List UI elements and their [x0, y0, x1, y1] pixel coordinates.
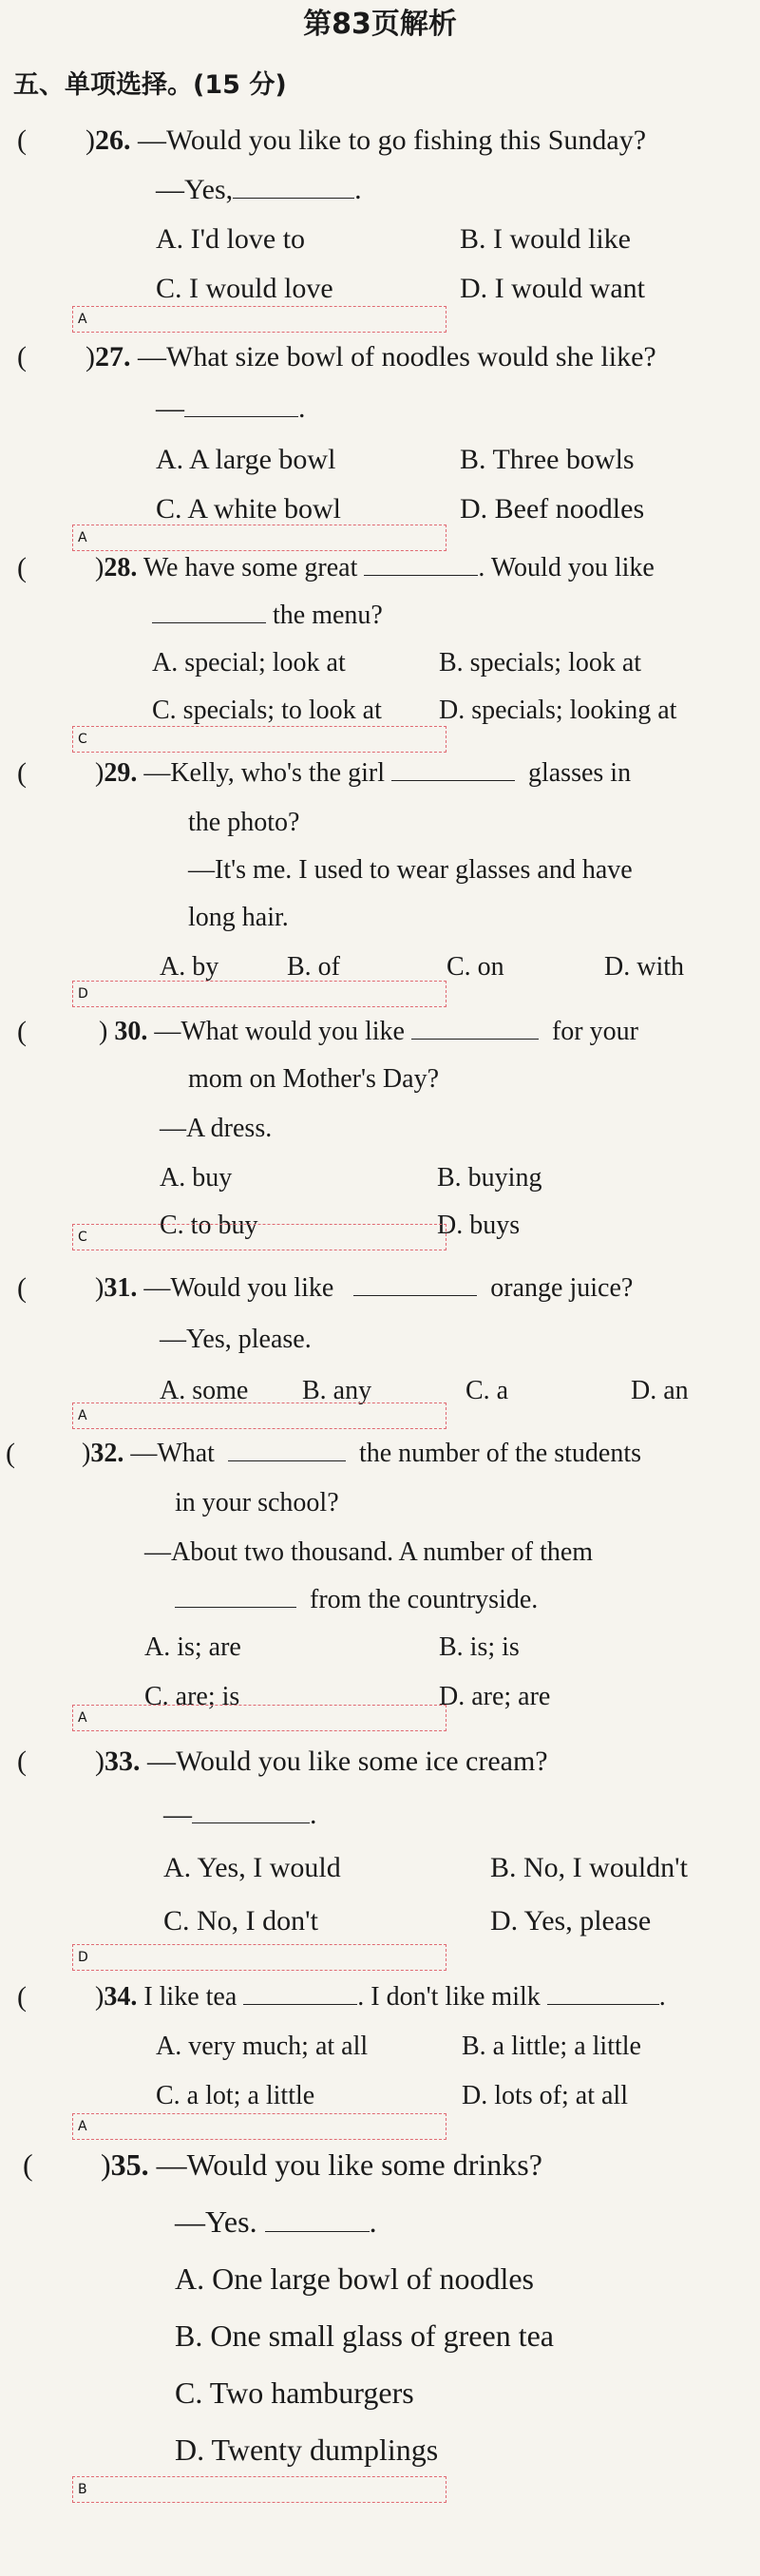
option-a: A. Yes, I would	[163, 1852, 341, 1883]
answer-box	[72, 1224, 446, 1250]
answer-blank	[265, 2206, 370, 2232]
answer-text: C	[78, 1230, 87, 1245]
question-stem-line: mom on Mother's Day?	[188, 1064, 440, 1094]
answer-text: A	[78, 1710, 87, 1726]
option-c: C. a	[466, 1376, 509, 1405]
option-b: B. any	[302, 1376, 372, 1405]
option-d: D. Twenty dumplings	[175, 2433, 439, 2467]
option-b: B. buying	[437, 1163, 542, 1193]
option-a: A. I'd love to	[156, 223, 306, 255]
answer-blank	[353, 1270, 477, 1296]
answer-box	[72, 726, 446, 753]
option-c: C. No, I don't	[163, 1905, 318, 1937]
option-d: D. lots of; at all	[462, 2081, 628, 2110]
answer-text: A	[78, 1408, 87, 1423]
question-number: 31.	[104, 1273, 138, 1303]
answer-box	[72, 981, 446, 1007]
option-d: D. I would want	[460, 273, 645, 304]
question-stem: )32. —What the number of the students	[82, 1435, 641, 1473]
question-stem-line: in your school?	[175, 1488, 339, 1517]
question-number: 34.	[104, 1982, 138, 2012]
question-number: 32.	[90, 1439, 124, 1468]
question-number: 26.	[95, 124, 131, 156]
answer-box	[72, 1402, 446, 1429]
page-title: 第83页解析	[303, 8, 457, 41]
question-number: 35.	[110, 2147, 149, 2182]
question-stem: )29. —Kelly, who's the girl glasses in	[95, 754, 631, 792]
answer-box	[72, 1705, 446, 1731]
option-a: A. some	[160, 1376, 249, 1405]
answer-blank	[152, 598, 266, 623]
answer-blank	[233, 173, 354, 199]
option-b: B. No, I wouldn't	[490, 1852, 688, 1883]
question-stem-line: long hair.	[188, 903, 289, 932]
question-stem-line: —It's me. I used to wear glasses and have	[188, 855, 633, 885]
paren-open: (	[17, 124, 27, 156]
answer-blank	[175, 1582, 296, 1608]
question-stem: ) 30. —What would you like for your	[99, 1013, 638, 1051]
paren-open: (	[17, 757, 27, 789]
question-stem-line: —Yes, please.	[160, 1325, 312, 1354]
option-a: A. is; are	[144, 1632, 241, 1662]
question-stem-line: —A dress.	[160, 1114, 273, 1143]
answer-box	[72, 525, 446, 551]
question-stem: )26. —Would you like to go fishing this Sunday?	[86, 124, 647, 156]
option-d: D. an	[631, 1376, 689, 1405]
paren-open: (	[23, 2147, 33, 2182]
question-number: 30.	[114, 1017, 148, 1046]
option-d: D. are; are	[439, 1682, 551, 1711]
answer-blank	[391, 755, 515, 781]
question-stem: )35. —Would you like some drinks?	[101, 2147, 542, 2182]
option-b: B. Three bowls	[460, 444, 635, 475]
option-b: B. One small glass of green tea	[175, 2318, 554, 2353]
question-stem-line: the menu?	[152, 597, 383, 635]
question-number: 28.	[104, 553, 138, 582]
option-c: C. I would love	[156, 273, 333, 304]
answer-text: A	[78, 530, 87, 545]
answer-blank	[228, 1436, 346, 1461]
option-c: C. specials; to look at	[152, 696, 382, 725]
answer-text: D	[78, 1950, 88, 1965]
option-c: C. to buy	[160, 1211, 258, 1240]
question-stem: )28. We have some great . Would you like	[95, 549, 655, 587]
option-b: B. is; is	[439, 1632, 520, 1662]
answer-blank	[547, 1979, 659, 2005]
answer-blank	[184, 391, 298, 417]
option-a: A. very much; at all	[156, 2032, 369, 2061]
question-stem-line: the photo?	[188, 808, 300, 837]
answer-box	[72, 2476, 446, 2503]
option-d: D. buys	[437, 1211, 521, 1240]
option-d: D. with	[604, 952, 684, 982]
option-d: D. Beef noodles	[460, 493, 645, 525]
question-number: 29.	[104, 758, 138, 788]
answer-box	[72, 2113, 446, 2140]
question-stem: )34. I like tea . I don't like milk .	[95, 1978, 666, 2016]
question-stem: )27. —What size bowl of noodles would she like?	[86, 341, 656, 372]
paren-open: (	[17, 552, 27, 583]
answer-blank	[192, 1798, 310, 1823]
option-c: C. are; is	[144, 1682, 240, 1711]
question-stem-line: —About two thousand. A number of them	[144, 1537, 594, 1567]
option-b: B. I would like	[460, 223, 631, 255]
option-a: A. buy	[160, 1163, 233, 1193]
question-number: 27.	[95, 341, 131, 372]
answer-text: B	[78, 2482, 87, 2497]
question-stem: )33. —Would you like some ice cream?	[95, 1746, 548, 1777]
section-title: 五、单项选择。(15 分)	[13, 70, 287, 100]
option-c: C. A white bowl	[156, 493, 342, 525]
answer-text: C	[78, 732, 87, 747]
answer-blank	[364, 550, 478, 576]
paren-open: (	[17, 341, 27, 372]
option-c: C. on	[446, 952, 504, 982]
option-b: B. specials; look at	[439, 648, 642, 677]
answer-text: A	[78, 2119, 87, 2134]
option-a: A. One large bowl of noodles	[175, 2261, 534, 2296]
option-c: C. a lot; a little	[156, 2081, 315, 2110]
option-b: B. of	[287, 952, 340, 982]
option-a: A. by	[160, 952, 219, 982]
option-b: B. a little; a little	[462, 2032, 641, 2061]
paren-open: (	[17, 1746, 27, 1777]
option-a: A. A large bowl	[156, 444, 336, 475]
paren-open: (	[17, 1272, 27, 1304]
question-stem-line: — .	[163, 1799, 317, 1830]
question-stem-line: — .	[156, 392, 306, 424]
answer-box	[72, 1944, 446, 1971]
paren-open: (	[17, 1016, 27, 1047]
option-c: C. Two hamburgers	[175, 2376, 414, 2410]
question-stem-line: —Yes, .	[156, 174, 362, 205]
paren-open: (	[6, 1438, 15, 1469]
option-d: D. specials; looking at	[439, 696, 677, 725]
answer-blank	[411, 1014, 539, 1040]
question-stem-line: from the countryside.	[175, 1581, 538, 1619]
answer-box	[72, 306, 446, 333]
answer-text: A	[78, 312, 87, 327]
option-a: A. special; look at	[152, 648, 346, 677]
answer-text: D	[78, 986, 88, 1002]
question-stem: )31. —Would you like orange juice?	[95, 1269, 633, 1307]
answer-blank	[243, 1979, 357, 2005]
paren-open: (	[17, 1981, 27, 2013]
question-number: 33.	[104, 1746, 141, 1777]
option-d: D. Yes, please	[490, 1905, 652, 1937]
question-stem-line: —Yes. .	[175, 2204, 377, 2239]
